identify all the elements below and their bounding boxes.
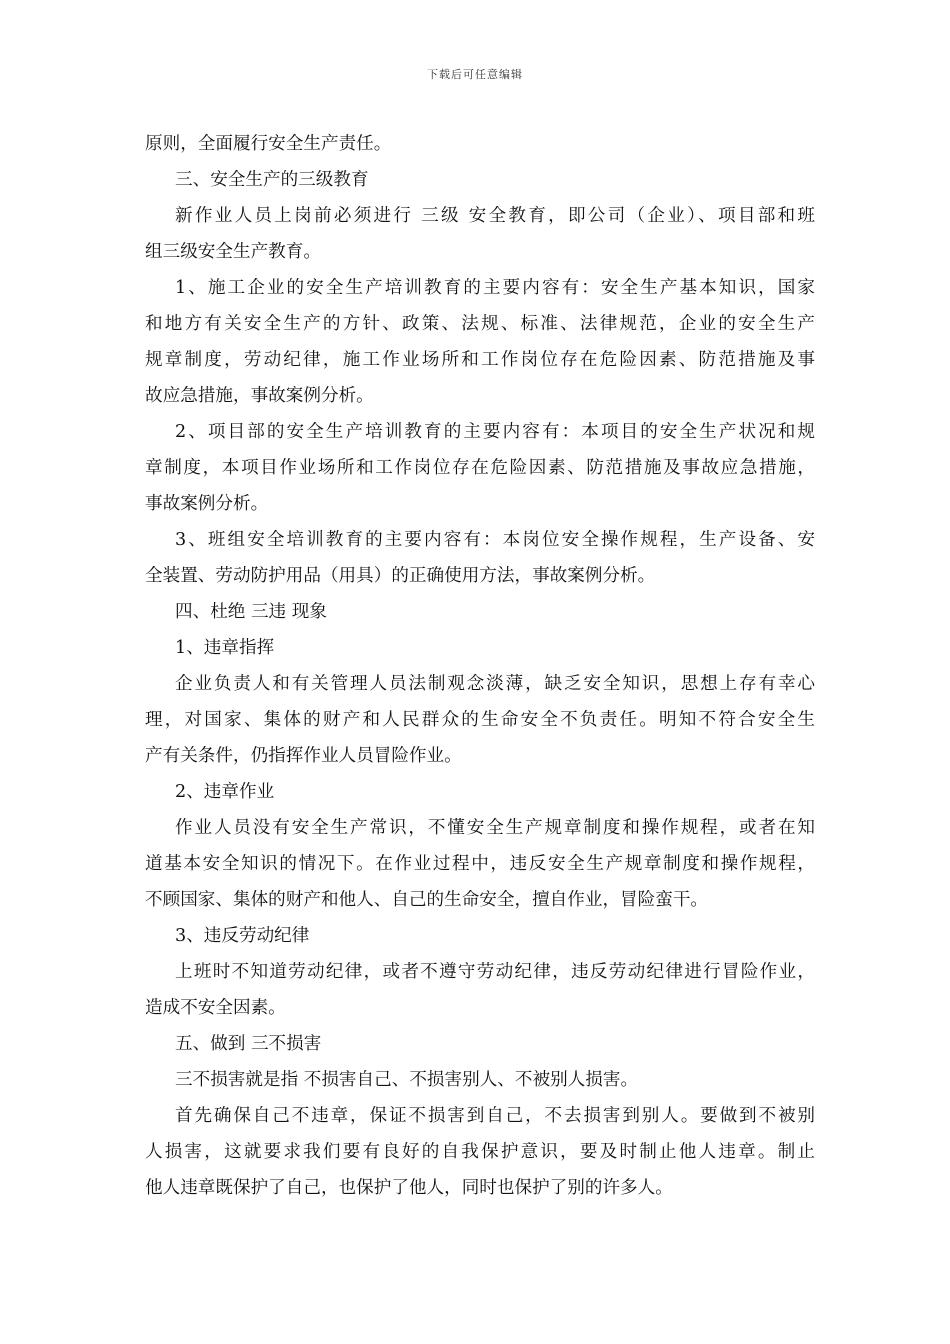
paragraph-line: 作业人员没有安全生产常识，不懂安全生产规章制度和操作规程，或者在知 xyxy=(175,818,815,838)
paragraph-line: 1、施工企业的安全生产培训教育的主要内容有：安全生产基本知识，国家 xyxy=(175,278,815,298)
paragraph-line: 首先确保自己不违章，保证不损害到自己，不去损害到别人。要做到不被别 xyxy=(175,1106,815,1126)
paragraph-line: 三不损害就是指 不损害自己、不损害别人、不被别人损害。 xyxy=(175,1070,639,1090)
subsection-heading: 2、违章作业 xyxy=(175,782,275,802)
section-heading: 四、杜绝 三违 现象 xyxy=(175,602,327,622)
paragraph-line: 和地方有关安全生产的方针、政策、法规、标准、法律规范，企业的安全生产 xyxy=(145,314,815,334)
subsection-heading: 1、违章指挥 xyxy=(175,638,275,658)
paragraph-line: 原则，全面履行安全生产责任。 xyxy=(145,134,392,154)
paragraph-line: 章制度，本项目作业场所和工作岗位存在危险因素、防范措施及事故应急措施， xyxy=(145,458,815,478)
subsection-heading: 3、违反劳动纪律 xyxy=(175,926,310,946)
paragraph-line: 故应急措施，事故案例分析。 xyxy=(145,386,374,406)
document-body xyxy=(145,126,815,1206)
paragraph-line: 产有关条件，仍指挥作业人员冒险作业。 xyxy=(145,746,462,766)
paragraph-line: 人损害，这就要求我们要有良好的自我保护意识，要及时制止他人违章。制止 xyxy=(145,1142,815,1162)
paragraph-line: 理，对国家、集体的财产和人民群众的生命安全不负责任。明知不符合安全生 xyxy=(145,710,815,730)
paragraph-line: 事故案例分析。 xyxy=(145,494,269,514)
paragraph-line: 上班时不知道劳动纪律，或者不遵守劳动纪律，违反劳动纪律进行冒险作业， xyxy=(175,962,815,982)
paragraph-line: 造成不安全因素。 xyxy=(145,998,286,1018)
paragraph-line: 全装置、劳动防护用品（用具）的正确使用方法，事故案例分析。 xyxy=(145,566,656,586)
paragraph-line: 3、班组安全培训教育的主要内容有：本岗位安全操作规程，生产设备、安 xyxy=(175,530,815,550)
paragraph-line: 企业负责人和有关管理人员法制观念淡薄，缺乏安全知识，思想上存有幸心 xyxy=(175,674,815,694)
paragraph-line: 组三级安全生产教育。 xyxy=(145,242,321,262)
section-heading: 五、做到 三不损害 xyxy=(175,1034,322,1054)
page-header: 下载后可任意编辑 xyxy=(427,68,523,81)
paragraph-line: 2、项目部的安全生产培训教育的主要内容有：本项目的安全生产状况和规 xyxy=(175,422,815,442)
paragraph-line: 他人违章既保护了自己，也保护了他人，同时也保护了别的许多人。 xyxy=(145,1178,673,1198)
paragraph-line: 道基本安全知识的情况下。在作业过程中，违反安全生产规章制度和操作规程， xyxy=(145,854,815,874)
paragraph-line: 不顾国家、集体的财产和他人、自己的生命安全，擅自作业，冒险蛮干。 xyxy=(145,890,709,910)
section-heading: 三、安全生产的三级教育 xyxy=(175,170,369,190)
paragraph-line: 规章制度，劳动纪律，施工作业场所和工作岗位存在危险因素、防范措施及事 xyxy=(145,350,815,370)
paragraph-line: 新作业人员上岗前必须进行 三级 安全教育，即公司（企业）、项目部和班 xyxy=(175,206,815,226)
